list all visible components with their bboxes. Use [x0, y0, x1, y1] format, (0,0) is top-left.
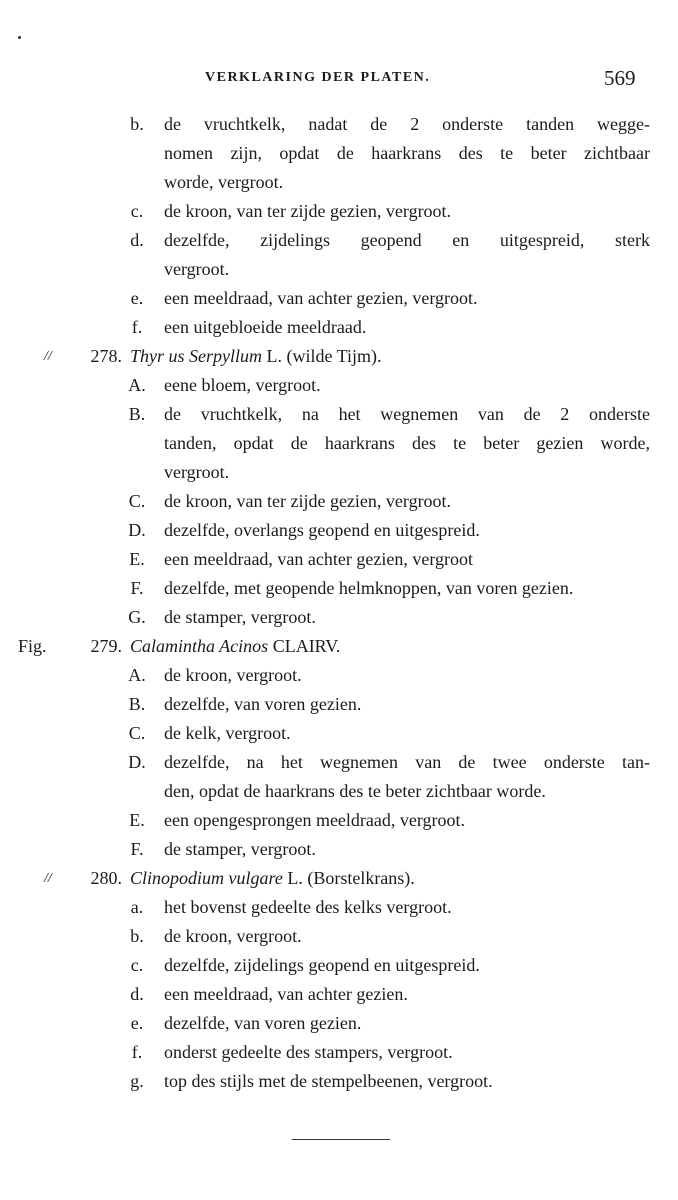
item-letter: b. [130, 114, 144, 134]
item-text: worde, vergroot. [164, 172, 284, 192]
item-letter: e. [130, 1013, 144, 1033]
list-item [0, 1038, 678, 1067]
ditto-mark: // [44, 349, 52, 364]
list-item [0, 487, 678, 516]
item-text: de kroon, van ter zijde gezien, vergroot. [164, 491, 452, 511]
list-item [0, 1067, 678, 1096]
item-letter: A. [128, 665, 146, 685]
taxon-name: Clinopodium vulgare [130, 868, 283, 888]
item-text: onderst gedeelte des stampers, vergroot. [164, 1042, 453, 1062]
item-letter: d. [130, 984, 144, 1004]
page-header [0, 64, 678, 94]
list-item [0, 284, 678, 313]
item-text: een meeldraad, van achter gezien, vergroot [164, 549, 474, 569]
item-text: eene bloem, vergroot. [164, 375, 321, 395]
list-item [0, 110, 678, 139]
item-letter: B. [128, 694, 146, 714]
list-item [0, 806, 678, 835]
item-text: de vruchtkelk, nadat de 2 onderste tanden wegge- [164, 114, 650, 134]
item-letter: f. [131, 317, 143, 337]
item-text: het bovenst gedeelte des kelks vergroot. [164, 897, 452, 917]
list-item [0, 603, 678, 632]
item-text: de kroon, van ter zijde gezien, vergroot. [164, 201, 452, 221]
list-item [0, 835, 678, 864]
page-number: 569 [604, 66, 636, 90]
list-item [0, 661, 678, 690]
item-letter: C. [128, 723, 146, 743]
list-item-continuation [0, 255, 678, 284]
figure-heading [0, 342, 678, 371]
list-item [0, 951, 678, 980]
item-text: dezelfde, van voren gezien. [164, 1013, 362, 1033]
list-item [0, 980, 678, 1009]
taxon-authority: CLAIRV. [268, 636, 341, 656]
running-title: VERKLARING DER PLATEN. [205, 70, 431, 85]
item-text: dezelfde, zijdelings geopend en uitgespreid. [164, 955, 480, 975]
ink-speck [18, 36, 21, 39]
item-letter: C. [128, 491, 146, 511]
list-item [0, 313, 678, 342]
item-text: vergroot. [164, 259, 230, 279]
figure-title [130, 342, 650, 371]
item-text: de kelk, vergroot. [164, 723, 291, 743]
item-text: dezelfde, met geopende helmknoppen, van voren gezien. [164, 578, 574, 598]
item-text: dezelfde, overlangs geopend en uitgespreid. [164, 520, 480, 540]
item-letter: d. [130, 230, 144, 250]
item-letter: E. [129, 810, 145, 830]
figure-title [130, 632, 650, 661]
item-text: dezelfde, zijdelings geopend en uitgespreid, sterk [164, 230, 650, 250]
item-letter: D. [128, 752, 146, 772]
list-item [0, 893, 678, 922]
item-text: een uitgebloeide meeldraad. [164, 317, 367, 337]
taxon-authority: L. (wilde Tijm). [262, 346, 382, 366]
taxon-name: Thyr us Serpyllum [130, 346, 262, 366]
item-text: de stamper, vergroot. [164, 839, 316, 859]
list-item [0, 1009, 678, 1038]
item-letter: D. [128, 520, 146, 540]
item-text: dezelfde, na het wegnemen van de twee onderste tan- [164, 752, 650, 772]
list-item [0, 516, 678, 545]
list-item [0, 545, 678, 574]
plate-explanations [0, 110, 678, 1096]
item-text: nomen zijn, opdat de haarkrans des te beter zichtbaar [164, 143, 650, 163]
figure-title [130, 864, 650, 893]
item-letter: e. [130, 288, 144, 308]
figure-number: 279. [90, 636, 122, 656]
list-item-continuation [0, 139, 678, 168]
list-item [0, 574, 678, 603]
item-letter: a. [130, 897, 144, 917]
taxon-authority: L. (Borstelkrans). [282, 868, 415, 888]
list-item-continuation [0, 168, 678, 197]
taxon-name: Calamintha Acinos [130, 636, 269, 656]
list-item [0, 371, 678, 400]
item-letter: c. [130, 955, 144, 975]
item-letter: F. [130, 578, 144, 598]
item-text: vergroot. [164, 462, 230, 482]
list-item [0, 226, 678, 255]
list-item [0, 197, 678, 226]
item-text: dezelfde, van voren gezien. [164, 694, 362, 714]
item-letter: g. [130, 1071, 144, 1091]
item-letter: B. [128, 404, 146, 424]
item-letter: E. [129, 549, 145, 569]
item-letter: G. [128, 607, 146, 627]
item-text: de kroon, vergroot. [164, 926, 302, 946]
item-text: een opengesprongen meeldraad, vergroot. [164, 810, 466, 830]
list-item-continuation [0, 458, 678, 487]
list-item [0, 400, 678, 429]
list-item-continuation [0, 429, 678, 458]
figure-number: 278. [90, 346, 122, 366]
item-letter: f. [131, 1042, 143, 1062]
closing-rule [292, 1139, 390, 1140]
figure-number: 280. [90, 868, 122, 888]
list-item [0, 719, 678, 748]
list-item-continuation [0, 777, 678, 806]
item-text: de stamper, vergroot. [164, 607, 316, 627]
item-text: een meeldraad, van achter gezien, vergroot. [164, 288, 478, 308]
figure-heading [0, 632, 678, 661]
item-text: den, opdat de haarkrans des te beter zichtbaar worde. [164, 781, 546, 801]
item-text: de kroon, vergroot. [164, 665, 302, 685]
item-text: top des stijls met de stempelbeenen, vergroot. [164, 1071, 493, 1091]
item-letter: c. [130, 201, 144, 221]
item-text: een meeldraad, van achter gezien. [164, 984, 408, 1004]
item-letter: b. [130, 926, 144, 946]
figure-heading [0, 864, 678, 893]
ditto-mark: // [44, 871, 52, 886]
figure-prefix: Fig. [18, 636, 47, 656]
item-text: de vruchtkelk, na het wegnemen van de 2 onderste [164, 404, 650, 424]
list-item [0, 748, 678, 777]
list-item [0, 690, 678, 719]
item-text: tanden, opdat de haarkrans des te beter gezien worde, [164, 433, 650, 453]
list-item [0, 922, 678, 951]
item-letter: A. [128, 375, 146, 395]
item-letter: F. [130, 839, 144, 859]
